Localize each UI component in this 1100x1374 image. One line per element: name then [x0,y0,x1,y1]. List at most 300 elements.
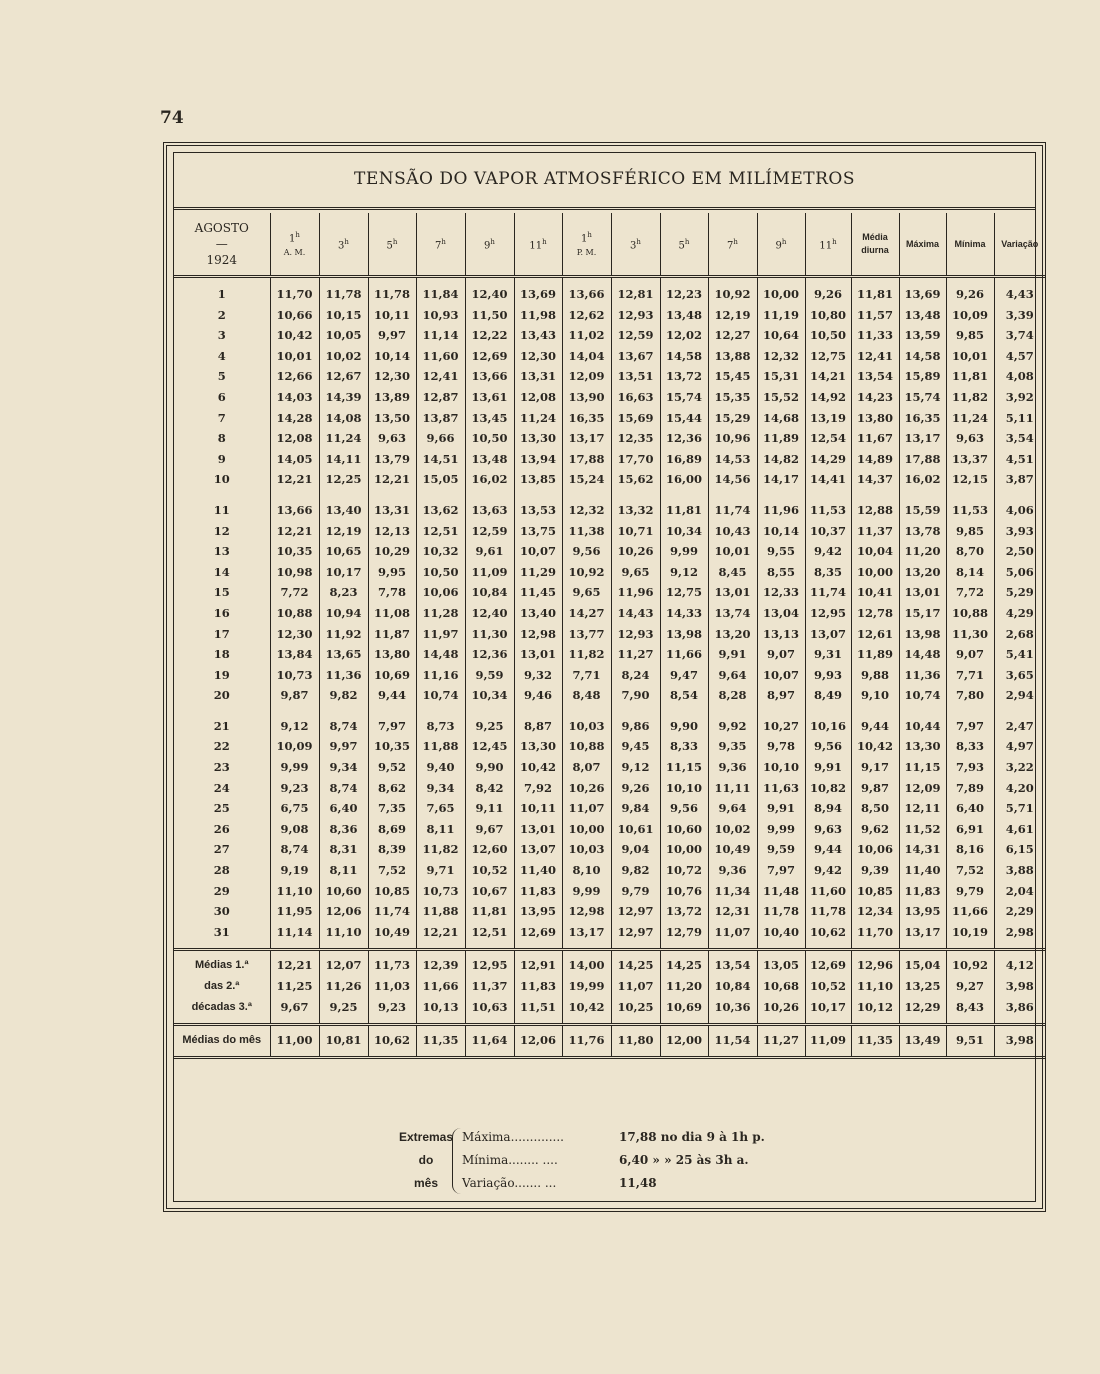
month-mean-row [174,1030,1045,1051]
value-cell: 6,75 [270,798,319,819]
value-cell: 11,98 [514,305,562,326]
value-cell: 9,79 [946,881,994,902]
value-cell: 14,53 [708,449,757,470]
value-cell: 9,85 [946,325,994,346]
value-cell: 10,73 [270,665,319,686]
spacer-cell [994,1017,1045,1025]
value-cell: 13,48 [899,305,946,326]
spacer-cell [946,1017,994,1025]
value-cell: 10,14 [368,346,416,367]
value-cell: 9,39 [851,860,899,881]
value-cell: 10,88 [270,603,319,624]
value-cell: 5,41 [1005,647,1034,662]
value-cell: 13,65 [319,644,368,665]
value-cell: 11,54 [708,1030,757,1051]
value-cell: 13,40 [319,500,368,521]
value-cell: 10,93 [416,305,465,326]
value-cell: 9,91 [757,798,805,819]
value-cell: 11,66 [416,976,465,997]
row-label: 5 [174,366,270,387]
value-cell: 13,20 [899,562,946,583]
value-cell: 13,72 [660,901,708,922]
spacer-cell [851,277,899,285]
value-cell: 9,87 [270,685,319,706]
year: 1924 [206,253,238,267]
spacer-row [174,1051,1045,1058]
month-mean-label: Médias do mês [182,1034,262,1047]
spacer-cell [805,1017,851,1025]
row-label [174,997,270,1018]
value-cell: 10,00 [757,284,805,305]
value-cell: 9,23 [270,778,319,799]
spacer-cell [994,706,1045,716]
value-cell: 12,02 [660,325,708,346]
value-cell: 12,45 [465,736,514,757]
value-cell: 9,26 [611,778,660,799]
value-cell: 13,98 [899,624,946,645]
value-cell: 10,37 [805,521,851,542]
spacer-cell [368,942,416,950]
spacer-cell [270,942,319,950]
spacer-cell [514,1017,562,1025]
spacer-cell [562,1051,611,1058]
value-cell: 10,25 [611,997,660,1018]
value-cell: 14,48 [899,644,946,665]
value-cell: 9,27 [946,976,994,997]
spacer-cell [946,942,994,950]
value-cell: 9,90 [465,757,514,778]
day-row [174,839,1045,860]
spacer-cell [465,942,514,950]
variacao-header: Variação [1001,238,1039,249]
hour-header [465,213,514,277]
value-cell: 2,50 [1005,544,1034,559]
spacer-cell [562,277,611,285]
value-cell: 14,68 [757,408,805,429]
value-cell: 12,07 [319,955,368,976]
value-cell: 14,41 [805,469,851,490]
value-cell: 14,04 [562,346,611,367]
spacer-cell [660,490,708,500]
value-cell: 11,26 [319,976,368,997]
day-row [174,644,1045,665]
value-cell: 12,78 [851,603,899,624]
spacer-cell [611,942,660,950]
value-cell: 11,30 [946,624,994,645]
spacer-row [174,490,1045,500]
hour-header [416,213,465,277]
value-cell: 9,97 [319,736,368,757]
spacer-cell [174,942,270,950]
spacer-cell [899,1017,946,1025]
spacer-cell [416,1017,465,1025]
value-cell: 10,42 [514,757,562,778]
value-cell: 10,42 [562,997,611,1018]
value-cell: 11,92 [319,624,368,645]
value-cell: 12,67 [319,366,368,387]
value-cell: 12,21 [270,955,319,976]
value-cell: 10,35 [368,736,416,757]
value-cell: 8,14 [946,562,994,583]
value-cell: 12,19 [319,521,368,542]
decade-label: décadas 3.ª [191,1000,252,1013]
hour-period: P. M. [576,247,597,257]
value-cell: 10,71 [611,521,660,542]
value-cell: 12,51 [416,521,465,542]
value-cell: 8,73 [416,716,465,737]
hour-header [319,213,368,277]
value-cell: 9,35 [708,736,757,757]
value-cell: 11,37 [465,976,514,997]
value-cell: 8,16 [946,839,994,860]
value-cell: 11,30 [465,624,514,645]
value-cell: 3,74 [1005,328,1034,343]
spacer-cell [562,706,611,716]
value-cell: 9,25 [319,997,368,1018]
hour-header [368,213,416,277]
spacer-cell [757,277,805,285]
spacer-cell [660,942,708,950]
value-cell: 12,06 [319,901,368,922]
value-cell: 13,17 [899,428,946,449]
spacer-cell [368,277,416,285]
value-cell: 13,89 [368,387,416,408]
spacer-cell [514,706,562,716]
value-cell: 10,40 [757,922,805,943]
value-cell: 11,60 [416,346,465,367]
value-cell: 12,09 [562,366,611,387]
hour-period: A. M. [283,247,306,257]
value-cell: 4,51 [1005,451,1034,466]
value-cell: 11,10 [270,881,319,902]
value-cell: 13,63 [465,500,514,521]
value-cell: 8,10 [562,860,611,881]
value-cell: 14,48 [416,644,465,665]
value-cell: 9,63 [368,428,416,449]
extreme-min-value: 6,40 » » 25 às 3h a. [619,1153,749,1167]
value-cell: 3,88 [1005,863,1034,878]
value-cell: 11,00 [270,1030,319,1051]
spacer-cell [319,1051,368,1058]
hour-header [611,213,660,277]
value-cell: 7,52 [946,860,994,881]
value-cell: 12,23 [660,284,708,305]
value-cell: 12,30 [514,346,562,367]
value-cell: 7,72 [946,582,994,603]
spacer-cell [270,490,319,500]
spacer-cell [994,490,1045,500]
value-cell: 3,22 [1005,760,1034,775]
value-cell: 13,48 [660,305,708,326]
value-cell: 9,56 [805,736,851,757]
spacer-cell [416,706,465,716]
value-cell: 13,49 [899,1030,946,1051]
value-cell: 13,17 [899,922,946,943]
value-cell: 11,15 [899,757,946,778]
spacer-cell [805,277,851,285]
value-cell: 11,82 [562,644,611,665]
value-cell: 11,67 [851,428,899,449]
value-cell: 3,98 [1005,979,1034,993]
value-cell: 11,11 [708,778,757,799]
value-cell: 9,44 [805,839,851,860]
value-cell: 12,93 [611,624,660,645]
day-row [174,325,1045,346]
spacer-cell [319,942,368,950]
value-cell: 10,92 [562,562,611,583]
value-cell: 13,30 [899,736,946,757]
value-cell: 11,63 [757,778,805,799]
value-cell: 16,63 [611,387,660,408]
value-cell: 14,92 [805,387,851,408]
value-cell: 9,91 [805,757,851,778]
spacer-cell [851,1017,899,1025]
spacer-cell [708,490,757,500]
value-cell: 13,54 [851,366,899,387]
hour-header [708,213,757,277]
value-cell: 11,08 [368,603,416,624]
value-cell: 11,40 [899,860,946,881]
value-cell: 9,64 [708,665,757,686]
value-cell: 9,95 [368,562,416,583]
value-cell: 11,14 [416,325,465,346]
value-cell: 10,60 [319,881,368,902]
value-cell: 11,64 [465,1030,514,1051]
value-cell: 3,54 [1005,431,1034,446]
hour-header [660,213,708,277]
day-row [174,541,1045,562]
day-row [174,521,1045,542]
value-cell: 9,87 [851,778,899,799]
value-cell: 14,58 [660,346,708,367]
value-cell: 15,44 [660,408,708,429]
value-cell: 13,51 [611,366,660,387]
value-cell: 7,97 [368,716,416,737]
value-cell: 12,69 [514,922,562,943]
maxima-header: Máxima [899,213,946,277]
value-cell: 13,07 [805,624,851,645]
spacer-cell [319,490,368,500]
vapor-tension-table [174,213,1045,1059]
value-cell: 9,79 [611,881,660,902]
value-cell: 14,56 [708,469,757,490]
value-cell: 11,57 [851,305,899,326]
hour-label: 9$^h$ [775,237,787,252]
value-cell: 8,11 [319,860,368,881]
value-cell: 13,98 [660,624,708,645]
spacer-cell [757,942,805,950]
value-cell: 12,91 [514,955,562,976]
value-cell: 10,01 [270,346,319,367]
value-cell: 13,17 [562,428,611,449]
row-label: 14 [174,562,270,583]
value-cell: 13,07 [514,839,562,860]
value-cell: 14,58 [899,346,946,367]
value-cell: 13,66 [562,284,611,305]
value-cell: 12,25 [319,469,368,490]
value-cell: 4,08 [1005,369,1034,384]
value-cell: 13,31 [514,366,562,387]
value-cell: 10,01 [708,541,757,562]
value-cell: 8,50 [851,798,899,819]
value-cell: 9,11 [465,798,514,819]
value-cell: 11,24 [946,408,994,429]
value-cell: 12,30 [270,624,319,645]
day-row [174,366,1045,387]
value-cell: 7,89 [946,778,994,799]
spacer-cell [465,277,514,285]
value-cell: 12,22 [465,325,514,346]
value-cell: 9,59 [465,665,514,686]
day-row [174,922,1045,943]
value-cell: 11,02 [562,325,611,346]
extremes-label-2: do [418,1153,434,1167]
value-cell: 10,34 [465,685,514,706]
value-cell: 3,65 [1005,667,1034,682]
value-cell: 14,17 [757,469,805,490]
value-cell: 10,04 [851,541,899,562]
row-label: 4 [174,346,270,367]
hour-header [514,213,562,277]
value-cell: 10,42 [851,736,899,757]
value-cell: 9,85 [946,521,994,542]
value-cell: 16,35 [562,408,611,429]
value-cell: 11,27 [611,644,660,665]
value-cell: 17,88 [562,449,611,470]
row-label: 18 [174,644,270,665]
spacer-cell [851,942,899,950]
value-cell: 4,97 [1005,739,1034,754]
value-cell: 8,42 [465,778,514,799]
value-cell: 9,45 [611,736,660,757]
value-cell: 11,35 [416,1030,465,1051]
value-cell: 12,95 [465,955,514,976]
spacer-row [174,706,1045,716]
value-cell: 2,98 [1005,924,1034,939]
value-cell: 14,27 [562,603,611,624]
spacer-cell [562,490,611,500]
value-cell: 13,43 [514,325,562,346]
day-row [174,881,1045,902]
value-cell: 14,28 [270,408,319,429]
day-row [174,736,1045,757]
value-cell: 13,05 [757,955,805,976]
value-cell: 12,98 [514,624,562,645]
value-cell: 12,87 [416,387,465,408]
value-cell: 7,72 [270,582,319,603]
value-cell: 10,11 [514,798,562,819]
value-cell: 9,56 [660,798,708,819]
spacer-cell [319,706,368,716]
month-header [174,213,270,277]
value-cell: 11,36 [899,665,946,686]
value-cell: 11,73 [368,955,416,976]
value-cell: 5,71 [1005,801,1034,816]
value-cell: 13,30 [514,736,562,757]
value-cell: 11,53 [805,500,851,521]
day-row [174,860,1045,881]
value-cell: 13,32 [611,500,660,521]
value-cell: 15,74 [660,387,708,408]
spacer-cell [368,1051,416,1058]
value-cell: 14,39 [319,387,368,408]
value-cell: 13,01 [899,582,946,603]
row-label: 21 [174,716,270,737]
spacer-cell [270,1017,319,1025]
value-cell: 5,06 [1005,564,1034,579]
value-cell: 9,97 [368,325,416,346]
extremes-items [462,1126,612,1195]
value-cell: 9,17 [851,757,899,778]
day-row [174,624,1045,645]
extremes-brace [452,1128,461,1194]
value-cell: 14,05 [270,449,319,470]
value-cell: 10,68 [757,976,805,997]
decade-mean-row [174,976,1045,997]
spacer-cell [368,1017,416,1025]
value-cell: 13,62 [416,500,465,521]
value-cell: 9,99 [562,881,611,902]
value-cell: 19,99 [562,976,611,997]
hour-header [562,213,611,277]
value-cell: 13,01 [514,819,562,840]
value-cell: 11,97 [416,624,465,645]
value-cell: 12,21 [416,922,465,943]
header-row [174,213,1045,277]
value-cell: 10,17 [805,997,851,1018]
hour-label: 1$^h$ [581,231,592,245]
value-cell: 9,34 [319,757,368,778]
value-cell: 9,44 [851,716,899,737]
value-cell: 10,64 [757,325,805,346]
value-cell: 13,45 [465,408,514,429]
value-cell: 9,99 [270,757,319,778]
value-cell: 12,32 [757,346,805,367]
value-cell: 11,81 [946,366,994,387]
value-cell: 8,69 [368,819,416,840]
row-label: 1 [174,284,270,305]
value-cell: 14,23 [851,387,899,408]
value-cell: 9,61 [465,541,514,562]
spacer-cell [708,942,757,950]
decade-mean-row [174,997,1045,1018]
value-cell: 11,81 [660,500,708,521]
value-cell: 12,30 [368,366,416,387]
value-cell: 11,76 [562,1030,611,1051]
value-cell: 9,19 [270,860,319,881]
value-cell: 9,71 [416,860,465,881]
value-cell: 10,09 [946,305,994,326]
value-cell: 11,88 [416,736,465,757]
value-cell: 9,12 [611,757,660,778]
value-cell: 6,40 [319,798,368,819]
value-cell: 6,15 [1005,842,1034,857]
value-cell: 10,27 [757,716,805,737]
value-cell: 13,20 [708,624,757,645]
row-label: 20 [174,685,270,706]
value-cell: 16,35 [899,408,946,429]
value-cell: 3,87 [1005,472,1034,487]
value-cell: 10,32 [416,541,465,562]
value-cell: 7,65 [416,798,465,819]
value-cell: 10,84 [465,582,514,603]
value-cell: 10,69 [660,997,708,1018]
value-cell: 10,73 [416,881,465,902]
value-cell: 12,69 [465,346,514,367]
spacer-cell [611,490,660,500]
value-cell: 17,70 [611,449,660,470]
spacer-cell [757,1051,805,1058]
